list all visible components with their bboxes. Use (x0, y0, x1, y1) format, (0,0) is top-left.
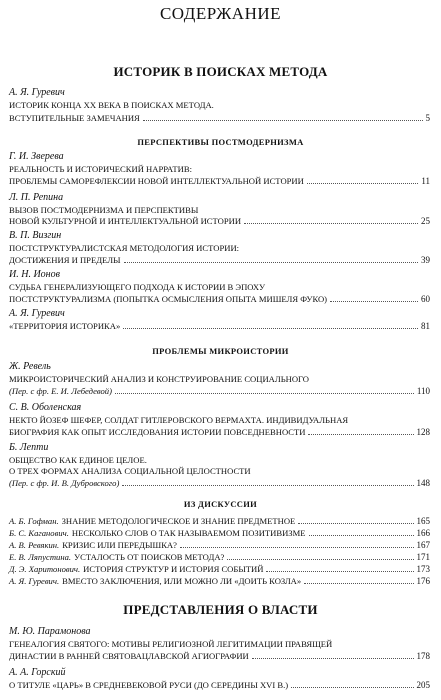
entry-title-line-last (9, 294, 430, 304)
entry-author: А. Б. Гофман. (9, 516, 59, 526)
dot-leader (307, 182, 418, 184)
dot-leader (143, 119, 423, 121)
discussion-row (9, 564, 430, 574)
entry-author: Л. П. Репина (9, 192, 64, 203)
page-number: 5 (425, 113, 430, 123)
entry-title-text: О ТИТУЛЕ «ЦАРЬ» В СРЕДНЕВЕКОВОЙ РУСИ (ДО СЕРЕДИНЫ XVI В.) (9, 680, 289, 690)
entry-title-line: ОБЩЕСТВО КАК ЕДИНОЕ ЦЕЛОЕ. (9, 455, 147, 465)
entry-title-line: НЕКТО ЙОЗЕФ ШЕФЕР, СОЛДАТ ГИТЛЕРОВСКОГО ВЕРМАХТА. ИНДИВИДУАЛЬНАЯ (9, 415, 349, 425)
dot-leader (308, 433, 413, 435)
section-heading-method: ИСТОРИК В ПОИСКАХ МЕТОДА (113, 64, 328, 79)
discussion-row (9, 540, 430, 550)
discussion-row (9, 576, 430, 586)
entry-title-line-last (9, 113, 430, 123)
page-number: 11 (421, 176, 430, 186)
entry-title-text: УСТАЛОСТЬ ОТ ПОИСКОВ МЕТОДА? (74, 552, 225, 562)
page-number: 81 (421, 321, 430, 331)
page-number: 167 (416, 540, 430, 550)
entry-title-line: МИКРОИСТОРИЧЕСКИЙ АНАЛИЗ И КОНСТРУИРОВАНИЕ СОЦИАЛЬНОГО (9, 374, 310, 384)
entry-author: А. Я. Гуревич (9, 87, 65, 98)
page-number: 171 (416, 552, 430, 562)
subsection-heading-microhistory: ПРОБЛЕМЫ МИКРОИСТОРИИ (152, 346, 289, 356)
page-number: 205 (416, 680, 430, 690)
entry-title-text: ИСТОРИЯ СТРУКТУР И ИСТОРИЯ СОБЫТИЙ (83, 564, 264, 574)
entry-author: М. Ю. Парамонова (9, 626, 91, 637)
dot-leader (309, 534, 414, 536)
entry-author: Ж. Ревель (9, 361, 51, 372)
discussion-row (9, 516, 430, 526)
page-number: 39 (421, 255, 430, 265)
page-number: 148 (416, 478, 430, 488)
dot-leader (180, 546, 414, 548)
entry-title-line: ПОСТСТРУКТУРАЛИСТСКАЯ МЕТОДОЛОГИЯ ИСТОРИИ: (9, 243, 240, 253)
entry-title-text: ПРОБЛЕМЫ САМОРЕФЛЕКСИИ НОВОЙ ИНТЕЛЛЕКТУАЛЬНОЙ ИСТОРИИ (9, 176, 304, 186)
entry-author: А. А. Горский (9, 667, 66, 678)
entry-title-line-last (9, 427, 430, 437)
entry-author: Б. С. Каганович. (9, 528, 69, 538)
entry-title-line: ВЫЗОВ ПОСТМОДЕРНИЗМА И ПЕРСПЕКТИВЫ (9, 205, 199, 215)
entry-author: С. В. Оболенская (9, 402, 82, 413)
entry-title-line-last (9, 478, 430, 488)
dot-leader (123, 327, 418, 329)
page-number: 178 (416, 651, 430, 661)
entry-title-text: БИОГРАФИЯ КАК ОПЫТ ИССЛЕДОВАНИЯ ИСТОРИИ ПОВСЕДНЕВНОСТИ (9, 427, 306, 437)
entry-translator: (Пер. с фр. Е. И. Лебедевой) (9, 386, 112, 396)
page-number: 25 (421, 216, 430, 226)
dot-leader (330, 300, 418, 302)
entry-title-line-last (9, 651, 430, 661)
page-number: 176 (416, 576, 430, 586)
dot-leader (266, 570, 413, 572)
entry-author: Б. Лепти (9, 442, 49, 453)
dot-leader (252, 657, 414, 659)
entry-author: Е. В. Ляпустина. (9, 552, 72, 562)
entry-title-line: СУДЬБА ГЕНЕРАЛИЗУЮЩЕГО ПОДХОДА К ИСТОРИИ В ЭПОХУ (9, 282, 266, 292)
dot-leader (298, 522, 413, 524)
entry-author: Г. И. Зверева (9, 151, 64, 162)
entry-author: А. Я. Гуревич (9, 308, 65, 319)
page-title: СОДЕРЖАНИЕ (159, 4, 282, 23)
discussion-row (9, 528, 430, 538)
entry-author: Д. Э. Харитонович. (9, 564, 81, 574)
page-number: 165 (416, 516, 430, 526)
entry-author: А. В. Ревякин. (9, 540, 60, 550)
entry-title-text: ЗНАНИЕ МЕТОДОЛОГИЧЕСКОЕ И ЗНАНИЕ ПРЕДМЕТНОЕ (61, 516, 296, 526)
entry-title-line-last (9, 386, 430, 396)
subsection-heading-postmodernism: ПЕРСПЕКТИВЫ ПОСТМОДЕРНИЗМА (137, 137, 304, 147)
page-number: 60 (421, 294, 430, 304)
entry-title-text: ДОСТИЖЕНИЯ И ПРЕДЕЛЫ (9, 255, 121, 265)
entry-title-text: КРИЗИС ИЛИ ПЕРЕДЫШКА? (62, 540, 177, 550)
entry-title-text: ВСТУПИТЕЛЬНЫЕ ЗАМЕЧАНИЯ (9, 113, 140, 123)
entry-title-text: ПОСТСТРУКТУРАЛИЗМА (ПОПЫТКА ОСМЫСЛЕНИЯ ОПЫТА МИШЕЛЯ ФУКО) (9, 294, 328, 304)
entry-title-line-last (9, 176, 430, 186)
entry-title-line: О ТРЕХ ФОРМАХ АНАЛИЗА СОЦИАЛЬНОЙ ЦЕЛОСТНОСТИ (9, 466, 251, 476)
dot-leader (304, 582, 413, 584)
entry-author: И. Н. Ионов (9, 269, 60, 280)
entry-title-line-last (9, 216, 430, 226)
entry-title-line: ГЕНЕАЛОГИЯ СВЯТОГО: МОТИВЫ РЕЛИГИОЗНОЙ ЛЕГИТИМАЦИИ ПРАВЯЩЕЙ (9, 639, 333, 649)
dot-leader (244, 222, 418, 224)
entry-title-text: ДИНАСТИИ В РАННЕЙ СВЯТОВАЦЛАВСКОЙ АГИОГРАФИИ (9, 651, 249, 661)
entry-title-line-last (9, 255, 430, 265)
entry-title-text: НЕСКОЛЬКО СЛОВ О ТАК НАЗЫВАЕМОМ ПОЗИТИВИЗМЕ (71, 528, 306, 538)
page-number: 166 (416, 528, 430, 538)
entry-author: А. Я. Гуревич. (9, 576, 60, 586)
entry-title-line-last (9, 321, 430, 331)
dot-leader (122, 484, 413, 486)
entry-title-text: ВМЕСТО ЗАКЛЮЧЕНИЯ, ИЛИ МОЖНО ЛИ «ДОИТЬ КОЗЛА» (62, 576, 302, 586)
dot-leader (291, 686, 413, 688)
entry-title-line-last (9, 680, 430, 690)
entry-translator: (Пер. с фр. И. В. Дубровского) (9, 478, 120, 488)
page-number: 110 (416, 386, 430, 396)
entry-title-text: «ТЕРРИТОРИЯ ИСТОРИКА» (9, 321, 121, 331)
page-number: 173 (416, 564, 430, 574)
dot-leader (115, 392, 414, 394)
page-number: 128 (416, 427, 430, 437)
entry-author: В. П. Визгин (9, 230, 62, 241)
entry-title-line: ИСТОРИК КОНЦА XX ВЕКА В ПОИСКАХ МЕТОДА. (9, 100, 214, 110)
dot-leader (227, 558, 413, 560)
subsection-heading-discussion: ИЗ ДИСКУССИИ (183, 499, 258, 509)
dot-leader (124, 261, 418, 263)
discussion-row (9, 552, 430, 562)
entry-title-line: РЕАЛЬНОСТЬ И ИСТОРИЧЕСКИЙ НАРРАТИВ: (9, 164, 192, 174)
entry-title-text: НОВОЙ КУЛЬТУРНОЙ И ИНТЕЛЛЕКТУАЛЬНОЙ ИСТОРИИ (9, 216, 242, 226)
section-heading-power: ПРЕДСТАВЛЕНИЯ О ВЛАСТИ (123, 602, 318, 617)
